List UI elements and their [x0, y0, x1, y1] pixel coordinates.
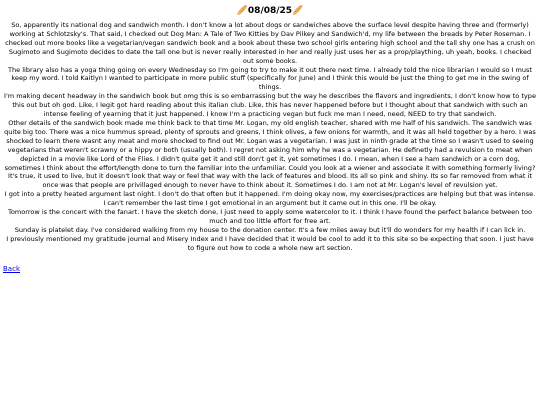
back-link[interactable]: Back — [3, 264, 20, 273]
paragraph: I previously mentioned my gratitude journal and Misery Index and I have decided that it would be cool to add it to this site so be expecting that soon. I just have to figure out how to code a whole new art section. — [6, 234, 534, 252]
entry-body — [3, 21, 537, 253]
paragraph: Sunday is platelet day. I've considered walking from my house to the donation center. It's a few miles away but it'll do wonders for my health if I can lick in. — [14, 225, 526, 234]
entry-date: 08/08/25 — [247, 6, 293, 16]
bread-icon: 🥖 — [292, 6, 304, 16]
paragraph: I got into a pretty heated argument last night. I don't do that often but it happened. I'm doing okay now, my exercises/practices are helping but that was intense. I can't remember the last time I got emotional in an argument but it came out in this one. I'll be okay. — [4, 190, 536, 208]
paragraph: Other details of the sandwich book made me think back to that time Mr. Logan, my old english teacher, shared with me half of his sandwich. The sandwich was quite big too. There was a nice hummus spread, plenty of sprouts and greens, I think olives, a few onions for warmth, and it was all held together by a hero. I was shocked to learn there wasnt any meat and more shocked to find out Mr. Logan was a vegetarian. I was just in ninth grade at the time so I wasn't used to seeing vegetarians that weren't scrawny or a hippy or both (usually both). I regret not asking him why he was a vegetarian. He definetly had a revulsion to meat when depicted in a movie like Lord of the Flies. I didn't quite get it and still don't get it, yet sometimes I do. I mean, when I see a ham sandwich or a corn dog, sometimes I think about the effort/length done to turn the familiar into the unfamiliar. Could you look at a wiener and associate it with something formerly living? It's true, it used to live, but it doesn't look that way or feel that way with the lack of features and blood. Its all so pink and shiny. Its so far removed from what it once was that people are privillaged enough to never have to think about it. Sometimes I do. I am not at Mr. Logan's level of revulsion yet. — [4, 118, 536, 190]
paragraph: Tomorrow is the concert with the fanart. I have the sketch done, I just need to apply some watercolor to it. I think I have found the perfect balance between too much and too little effort for free art. — [8, 208, 532, 225]
paragraph: I'm making decent headway in the sandwich book but omg this is so embarrassing but the way he describes the flavors and ingredients, I don't know how to type this out but oh god. Like, I legit got hard reading about this italian club. Like, this has never happened before but I thought about that sandwich with such an intense feeling of yearning that it just happened. I know I'm a practicing vegan but fuck me man I need, need, NEED to try that sandwich. — [4, 92, 536, 119]
bread-icon: 🥖 — [236, 6, 248, 16]
paragraph: So, apparently its national dog and sandwich month. I don't know a lot about dogs or sandwiches above the surface level despite having three and (formerly) working at Schlotzsky's. That said, I checked out Dog Man: A Tale of Two Kitties by Dav Pilkey and Sandwich'd, my life between the breads by Peter Roseman. I checked out more books like a vegetarian/vegan sandwich book and a book about these two school girls entering high school and the tall shy one has a crush on Sugimoto and Sugimoto decides to date the tall one but is never really interested in her and really just uses her as a prop/plaything, uh yeah, books. I checked out some books. — [5, 21, 535, 65]
entry-header — [3, 6, 537, 17]
paragraph: The library also has a yoga thing going on every Wednesday so I'm going to try to make it out there next time. I already told the nice librarian I would so I must keep my word. I told Kaitlyn I wanted to participate in more public stuff (specifically for June) and I think this would be just the thing to get me in the swing of things. — [7, 65, 533, 92]
